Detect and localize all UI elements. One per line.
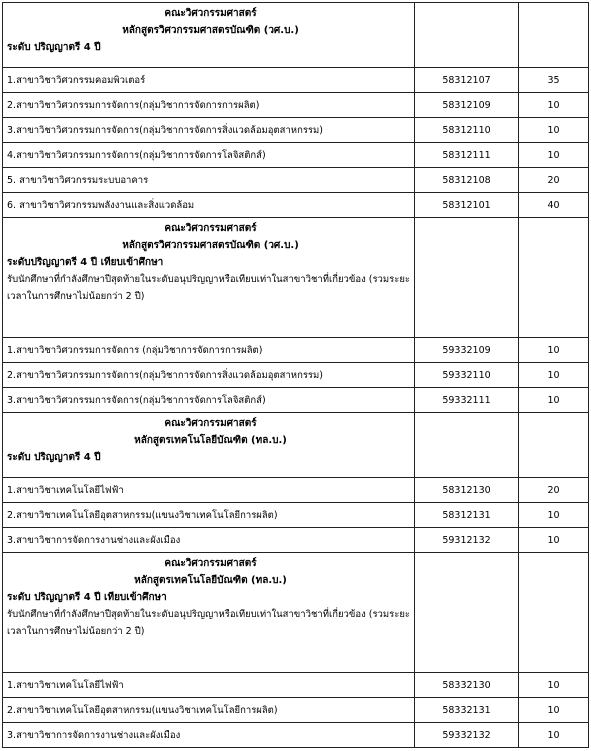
table-row — [3, 143, 589, 168]
program-name: 3.สาขาวิชาการจัดการงานช่างและผังเมือง — [3, 723, 415, 748]
program-code: 58312131 — [415, 503, 519, 528]
program-code: 58312111 — [415, 143, 519, 168]
section-header-count-cell — [519, 413, 589, 478]
program-name: 3.สาขาวิชาวิศวกรรมการจัดการ(กลุ่มวิชาการจัดการสิ่งแวดล้อมอุตสาหกรรม) — [3, 118, 415, 143]
admission-table — [2, 2, 589, 748]
section-header-code-cell — [415, 3, 519, 68]
section-header — [3, 3, 589, 68]
level-title: ระดับปริญญาตรี 4 ปี เทียบเข้าศึกษา — [7, 257, 164, 268]
seat-count: 10 — [519, 388, 589, 413]
seat-count: 10 — [519, 673, 589, 698]
table-row — [3, 363, 589, 388]
program-code: 58312130 — [415, 478, 519, 503]
program-name: 6. สาขาวิชาวิศวกรรมพลังงานและสิ่งแวดล้อม — [3, 193, 415, 218]
section-header — [3, 413, 589, 478]
seat-count: 20 — [519, 168, 589, 193]
table-row — [3, 93, 589, 118]
faculty-title: คณะวิศวกรรมศาสตร์ — [164, 223, 257, 234]
seat-count: 10 — [519, 118, 589, 143]
seat-count: 20 — [519, 478, 589, 503]
program-code: 58312101 — [415, 193, 519, 218]
section-header — [3, 218, 589, 338]
program-name: 1.สาขาวิชาวิศวกรรมการจัดการ (กลุ่มวิชาการจัดการการผลิต) — [3, 338, 415, 363]
program-name: 2.สาขาวิชาเทคโนโลยีอุตสาหกรรม(แขนงวิชาเทคโนโลยีการผลิต) — [3, 503, 415, 528]
table-row — [3, 338, 589, 363]
program-name: 2.สาขาวิชาวิศวกรรมการจัดการ(กลุ่มวิชาการจัดการสิ่งแวดล้อมอุตสาหกรรม) — [3, 363, 415, 388]
section-header-code-cell — [415, 553, 519, 673]
seat-count: 10 — [519, 143, 589, 168]
program-name: 4.สาขาวิชาวิศวกรรมการจัดการ(กลุ่มวิชาการจัดการโลจิสติกส์) — [3, 143, 415, 168]
section-header-cell — [3, 553, 415, 673]
program-name: 1.สาขาวิชาเทคโนโลยีไฟฟ้า — [3, 673, 415, 698]
section-header-cell — [3, 218, 415, 338]
program-title: หลักสูตรเทคโนโลยีบัณฑิต (ทล.บ.) — [134, 575, 287, 586]
section-header-cell — [3, 3, 415, 68]
seat-count: 35 — [519, 68, 589, 93]
faculty-title: คณะวิศวกรรมศาสตร์ — [164, 558, 257, 569]
table-row — [3, 673, 589, 698]
program-code: 59312132 — [415, 528, 519, 553]
program-code: 58332131 — [415, 698, 519, 723]
seat-count: 10 — [519, 723, 589, 748]
admission-note: รับนักศึกษาที่กำลังศึกษาปีสุดท้ายในระดับอนุปริญญาหรือเทียบเท่าในสาขาวิชาที่เกี่ยวข้อง (รวมระยะเวลาในการศึกษาไม่น้อยกว่า 2 ปี) — [7, 609, 411, 637]
seat-count: 10 — [519, 698, 589, 723]
program-name: 2.สาขาวิชาวิศวกรรมการจัดการ(กลุ่มวิชาการจัดการการผลิต) — [3, 93, 415, 118]
program-name: 2.สาขาวิชาเทคโนโลยีอุตสาหกรรม(แขนงวิชาเทคโนโลยีการผลิต) — [3, 698, 415, 723]
section-header-code-cell — [415, 413, 519, 478]
section-header-code-cell — [415, 218, 519, 338]
table-row — [3, 698, 589, 723]
table-row — [3, 388, 589, 413]
program-code: 58312107 — [415, 68, 519, 93]
section-header-count-cell — [519, 3, 589, 68]
section-header-count-cell — [519, 553, 589, 673]
seat-count: 10 — [519, 528, 589, 553]
program-code: 58312108 — [415, 168, 519, 193]
program-title: หลักสูตรเทคโนโลยีบัณฑิต (ทล.บ.) — [134, 435, 287, 446]
program-name: 3.สาขาวิชาการจัดการงานช่างและผังเมือง — [3, 528, 415, 553]
table-row — [3, 478, 589, 503]
table-row — [3, 193, 589, 218]
level-title: ระดับ ปริญญาตรี 4 ปี — [7, 452, 101, 463]
table-row — [3, 118, 589, 143]
program-title: หลักสูตรวิศวกรรมศาสตรบัณฑิต (วศ.บ.) — [122, 25, 299, 36]
table-row — [3, 528, 589, 553]
admission-note: รับนักศึกษาที่กำลังศึกษาปีสุดท้ายในระดับอนุปริญญาหรือเทียบเท่าในสาขาวิชาที่เกี่ยวข้อง (รวมระยะเวลาในการศึกษาไม่น้อยกว่า 2 ปี) — [7, 274, 411, 302]
section-header — [3, 553, 589, 673]
faculty-title: คณะวิศวกรรมศาสตร์ — [164, 8, 257, 19]
seat-count: 10 — [519, 503, 589, 528]
admission-table-body — [3, 3, 589, 748]
program-code: 59332109 — [415, 338, 519, 363]
table-row — [3, 723, 589, 748]
faculty-title: คณะวิศวกรรมศาสตร์ — [164, 418, 257, 429]
program-name: 5. สาขาวิชาวิศวกรรมระบบอาคาร — [3, 168, 415, 193]
program-code: 58312109 — [415, 93, 519, 118]
seat-count: 40 — [519, 193, 589, 218]
program-code: 58332130 — [415, 673, 519, 698]
program-code: 59332111 — [415, 388, 519, 413]
table-row — [3, 168, 589, 193]
level-title: ระดับ ปริญญาตรี 4 ปี เทียบเข้าศึกษา — [7, 592, 167, 603]
table-row — [3, 68, 589, 93]
program-name: 1.สาขาวิชาวิศวกรรมคอมพิวเตอร์ — [3, 68, 415, 93]
program-code: 58312110 — [415, 118, 519, 143]
seat-count: 10 — [519, 93, 589, 118]
seat-count: 10 — [519, 338, 589, 363]
section-header-cell — [3, 413, 415, 478]
section-header-count-cell — [519, 218, 589, 338]
seat-count: 10 — [519, 363, 589, 388]
level-title: ระดับ ปริญญาตรี 4 ปี — [7, 42, 101, 53]
program-name: 3.สาขาวิชาวิศวกรรมการจัดการ(กลุ่มวิชาการจัดการโลจิสติกส์) — [3, 388, 415, 413]
program-code: 59332132 — [415, 723, 519, 748]
table-row — [3, 503, 589, 528]
program-code: 59332110 — [415, 363, 519, 388]
program-title: หลักสูตรวิศวกรรมศาสตรบัณฑิต (วศ.บ.) — [122, 240, 299, 251]
program-name: 1.สาขาวิชาเทคโนโลยีไฟฟ้า — [3, 478, 415, 503]
